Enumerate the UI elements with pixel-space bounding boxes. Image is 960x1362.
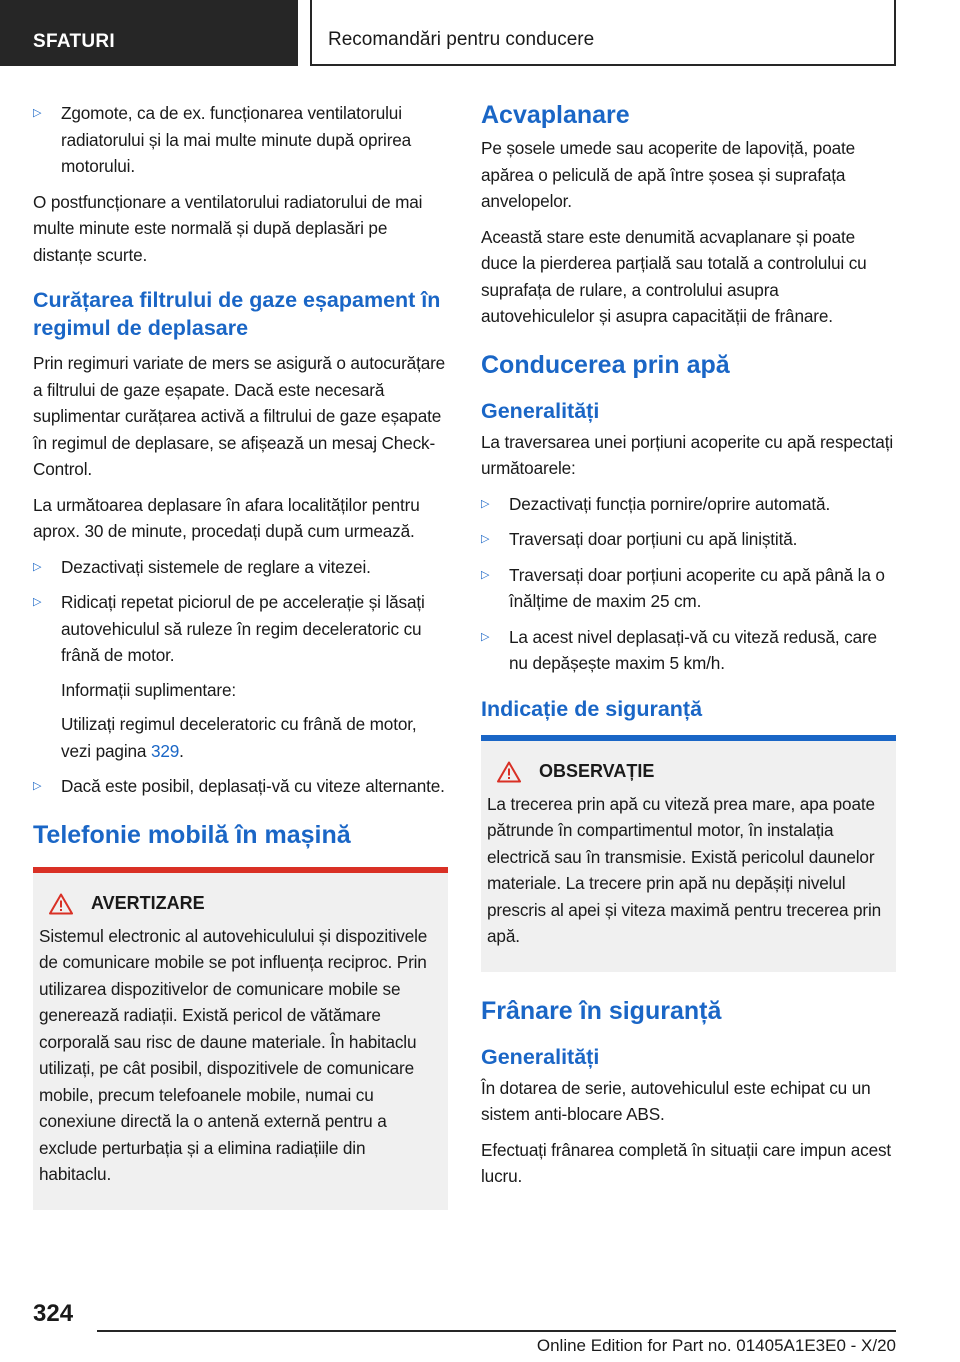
right-column — [481, 100, 896, 1199]
warning-box — [33, 867, 448, 1210]
note-text: La trecerea prin apă cu viteză prea mare, apa poate pătrunde în compartimentul motor, în instalația electrică sau în transmisie. Există pericolul daunelor materiale. La trecere prin apă nu depășiți nivelul prescris al apei și viteza maximă pentru trecerea prin apă. — [487, 793, 882, 946]
section-title: SFATURI — [0, 0, 298, 66]
paragraph: La traversarea unei porțiuni acoperite cu apă respectați următoarele: — [481, 431, 893, 478]
page-link[interactable]: 329 — [150, 740, 180, 761]
list-item: ▷ La acest nivel deplasați-vă cu viteză redusă, care nu depășește maxim 5 km/h. — [481, 624, 896, 677]
paragraph: Această stare este denumită acvaplanare și poate duce la pierderea parțială sau totală a controlului cu suprafața de rulare, a controlului asupra autovehiculelor și asupra capacității de frânare. — [481, 226, 867, 326]
section-heading-phone: Telefonie mobilă în mașină — [33, 820, 351, 849]
triangle-right-icon: ▷ — [33, 596, 42, 608]
chapter-title: Recomandări pentru conducere — [310, 0, 896, 66]
page-header — [0, 0, 960, 66]
page-number: 324 — [33, 1300, 74, 1327]
info-label: Informații suplimentare: — [61, 679, 237, 700]
paragraph: O postfuncționare a ventilatorului radiatorului de mai multe minute este normală și după deplasări pe distanțe scurte. — [33, 191, 423, 265]
list-item: ▷ Zgomote, ca de ex. funcționarea ventilatorului radiatorului și la mai multe minute după oprirea motorului. — [33, 100, 448, 180]
list-item: ▷ Dezactivați sistemele de reglare a vitezei. — [33, 554, 448, 581]
paragraph: Prin regimuri variate de mers se asigură o autocurățare a filtrului de gaze eșapate. Dacă este necesară suplimentar curățarea activă a filtrului de gaze eșapate în regimul de deplasare, se afișează un mesaj Check-Control. — [33, 353, 446, 479]
subsection-heading-general: Generalități — [481, 1044, 600, 1069]
page-reference: Utilizați regimul deceleratoric cu frână de motor, vezi pagina 329. — [61, 714, 417, 761]
list-item: ▷ Traversați doar porțiuni acoperite cu apă până la o înălțime de maxim 25 cm. — [481, 562, 896, 615]
warning-text: Sistemul electronic al autovehiculului și dispozitivele de comunicare mobile se pot influența reciproc. Prin utilizarea dispozitivelor de comunicare mobile se generează radiații. Există pericol de vătămare corporală sau risc de daune materiale. În habitaclu utilizați, pe cât posibil, dispozitivele de comunicare mobile, precum telefoanele mobile, numai cu conexiune directă la o antenă externă pentru a exclude perturbația și a elimina radiațiile din habitaclu. — [39, 925, 428, 1184]
triangle-right-icon: ▷ — [481, 533, 490, 545]
paragraph: Pe șosele umede sau acoperite de lapoviță, poate apărea o peliculă de apă între șosea și suprafața anvelopelor. — [481, 138, 856, 211]
section-heading-aquaplaning: Acvaplanare — [481, 101, 630, 129]
subsection-heading-general: Generalități — [481, 398, 600, 423]
edition-text: Online Edition for Part no. 01405A1E3E0 - X/20 — [536, 1336, 896, 1355]
note-title: OBSERVAȚIE — [539, 761, 655, 781]
warning-triangle-icon — [497, 761, 521, 783]
paragraph: La următoarea deplasare în afara localităților pentru aprox. 30 de minute, procedați după cum urmează. — [33, 494, 420, 541]
warning-triangle-icon — [49, 893, 73, 915]
paragraph: Efectuați frânarea completă în situații care impun acest lucru. — [481, 1139, 892, 1186]
triangle-right-icon: ▷ — [481, 630, 490, 643]
triangle-right-icon: ▷ — [33, 560, 42, 573]
triangle-right-icon: ▷ — [481, 497, 490, 510]
section-heading-water: Conducerea prin apă — [481, 350, 730, 379]
list-item: ▷ Dacă este posibil, deplasați-vă cu viteze alternante. — [33, 773, 448, 800]
triangle-right-icon: ▷ — [33, 107, 42, 119]
section-heading-braking: Frânare în siguranță — [481, 996, 722, 1025]
section-heading-safety: Indicație de siguranță — [481, 696, 703, 721]
paragraph: În dotarea de serie, autovehiculul este echipat cu un sistem anti-blocare ABS. — [481, 1077, 871, 1124]
triangle-right-icon: ▷ — [33, 780, 42, 792]
list-item: ▷ Ridicați repetat piciorul de pe accelerație și lăsați autovehiculul să ruleze în regim deceleratoric cu frână de motor. Informații suplimentare: Utilizați regimul deceleratoric cu frână de motor, vezi pagina 329. — [33, 589, 448, 764]
list-item: ▷ Dezactivați funcția pornire/oprire automată. — [481, 491, 896, 518]
triangle-right-icon: ▷ — [481, 568, 490, 581]
list-item: ▷ Traversați doar porțiuni cu apă liniștită. — [481, 526, 896, 553]
section-heading-filter: Curățarea filtrului de gaze eșapament în regimul de deplasare — [33, 288, 441, 340]
footer-divider — [97, 1330, 896, 1332]
warning-title: AVERTIZARE — [91, 893, 205, 913]
left-column — [33, 100, 448, 1210]
note-box — [481, 735, 896, 972]
